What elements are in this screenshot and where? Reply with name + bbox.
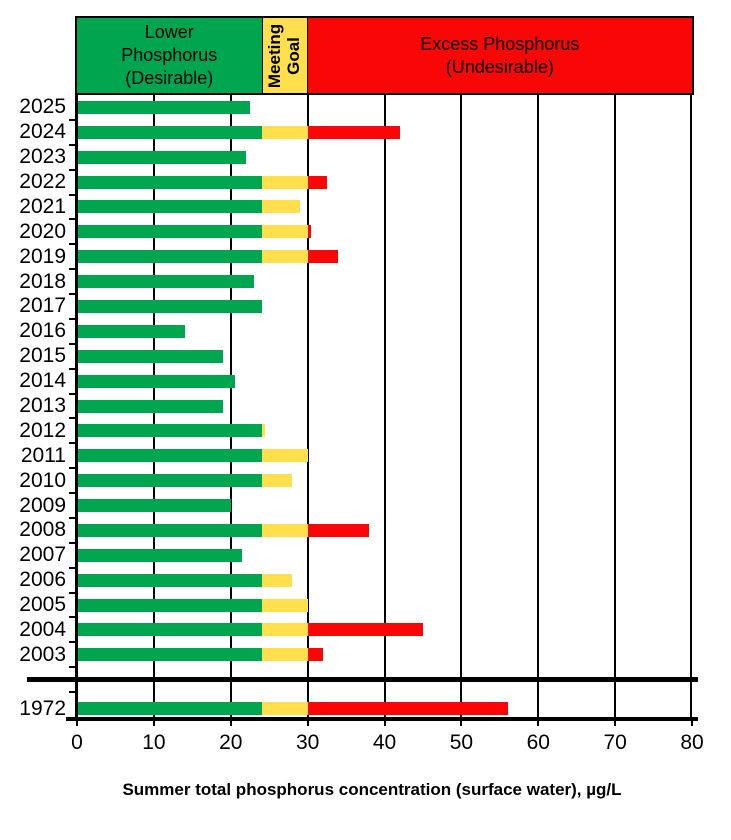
- bar-segment-goal: [262, 599, 308, 612]
- bar-row: [77, 524, 692, 537]
- x-tick-label: 80: [680, 731, 704, 754]
- year-label: 2010: [19, 468, 66, 492]
- bar-segment-desirable: [77, 325, 185, 338]
- bar-row: [77, 151, 692, 164]
- zone-goal-line2: Goal: [284, 36, 304, 75]
- plot-area: [77, 95, 692, 717]
- year-label: 2004: [19, 617, 66, 641]
- zone-goal-line1: Meeting: [265, 23, 285, 88]
- zone-lower-line1: Lower: [144, 22, 194, 42]
- chart-header-band: [75, 16, 694, 95]
- year-label: 2017: [19, 294, 66, 318]
- bar-segment-desirable: [77, 524, 262, 537]
- bar-row: [77, 623, 692, 636]
- x-axis-tick: [230, 721, 232, 726]
- zone-goal: [262, 18, 308, 93]
- bar-row: [77, 474, 692, 487]
- year-label: 2023: [19, 145, 66, 169]
- bar-segment-desirable: [77, 126, 262, 139]
- bar-row: [77, 200, 692, 213]
- year-label: 2025: [19, 95, 66, 119]
- bar-segment-goal: [262, 474, 293, 487]
- x-axis-tick: [537, 721, 539, 726]
- year-label: 2012: [19, 418, 66, 442]
- bar-row: [77, 325, 692, 338]
- x-tick-label: 60: [526, 731, 550, 754]
- year-label: 2021: [19, 194, 66, 218]
- zone-goal-label: [266, 23, 304, 87]
- x-axis-tick: [460, 721, 462, 726]
- bar-segment-desirable: [77, 474, 262, 487]
- bar-row: [77, 574, 692, 587]
- bar-segment-goal: [262, 200, 300, 213]
- year-label: 2024: [19, 120, 66, 144]
- year-label: 2011: [20, 443, 66, 467]
- x-tick-label: 50: [449, 731, 474, 754]
- bar-segment-desirable: [77, 400, 223, 413]
- zone-excess: [308, 18, 692, 93]
- zone-lower-line2: Phosphorus: [121, 45, 218, 65]
- bar-segment-desirable: [77, 375, 235, 388]
- year-label: 2003: [19, 642, 66, 666]
- x-axis-tick: [153, 721, 155, 726]
- zone-excess-line1: Excess Phosphorus: [420, 33, 580, 54]
- bar-segment-desirable: [77, 702, 262, 715]
- bar-segment-desirable: [77, 648, 262, 661]
- x-axis-tick: [384, 721, 386, 726]
- zone-excess-line2: (Undesirable): [445, 56, 554, 77]
- x-axis-line: [66, 717, 698, 721]
- x-tick-label: 30: [295, 731, 320, 754]
- x-tick-label: 20: [219, 731, 243, 754]
- x-tick-label: 40: [372, 731, 397, 754]
- bar-segment-desirable: [77, 549, 242, 562]
- bar-row: [77, 225, 692, 238]
- bar-segment-excess: [308, 250, 339, 263]
- bar-segment-goal: [262, 176, 308, 189]
- y-axis-line: [75, 95, 78, 717]
- bar-segment-desirable: [77, 151, 246, 164]
- x-tick-label: 0: [71, 731, 83, 754]
- x-axis-tick: [614, 721, 616, 726]
- x-tick-label: 70: [603, 731, 627, 754]
- bar-segment-goal: [262, 424, 266, 437]
- year-label: 2019: [19, 244, 66, 268]
- bar-segment-desirable: [77, 424, 262, 437]
- year-label: 2008: [19, 518, 66, 542]
- bar-row: [77, 300, 692, 313]
- zone-excess-label: [420, 33, 579, 79]
- bar-segment-desirable: [77, 350, 223, 363]
- bar-segment-desirable: [77, 599, 262, 612]
- bar-row: [77, 350, 692, 363]
- year-label: 1972: [19, 696, 66, 720]
- bar-segment-excess: [308, 524, 370, 537]
- bar-row: [77, 449, 692, 462]
- bar-segment-desirable: [77, 225, 262, 238]
- year-label: 2014: [19, 369, 66, 393]
- bar-row: [77, 599, 692, 612]
- year-label: 2016: [19, 319, 66, 343]
- year-label: 2015: [19, 344, 66, 368]
- bar-segment-goal: [262, 623, 308, 636]
- bar-row: [77, 375, 692, 388]
- bar-segment-desirable: [77, 200, 262, 213]
- bar-segment-excess: [308, 623, 423, 636]
- year-label: 2006: [19, 568, 66, 592]
- bar-segment-excess: [308, 702, 508, 715]
- year-label: 2013: [19, 394, 66, 417]
- bar-segment-goal: [262, 524, 308, 537]
- bar-row: [77, 648, 692, 661]
- bar-segment-desirable: [77, 176, 262, 189]
- zone-lower-label: [121, 21, 217, 90]
- x-tick-label: 10: [142, 731, 166, 754]
- year-label: 2009: [19, 493, 66, 517]
- bar-segment-goal: [262, 250, 308, 263]
- bar-segment-excess: [308, 225, 312, 238]
- bar-row: [77, 549, 692, 562]
- year-label: 2018: [19, 269, 66, 293]
- separator-line: [27, 677, 698, 682]
- x-axis-tick: [307, 721, 309, 726]
- year-label: 2005: [19, 593, 66, 617]
- year-label: 2007: [19, 543, 66, 567]
- bar-segment-desirable: [77, 499, 231, 512]
- bar-segment-excess: [308, 176, 327, 189]
- bar-row: [77, 400, 692, 413]
- x-axis-tick: [691, 721, 693, 726]
- bar-segment-goal: [262, 449, 308, 462]
- bar-segment-excess: [308, 126, 400, 139]
- zone-lower-line3: (Desirable): [125, 68, 214, 88]
- zone-lower: [77, 18, 262, 93]
- bar-row: [77, 101, 692, 114]
- bar-segment-desirable: [77, 574, 262, 587]
- bar-row: [77, 176, 692, 189]
- bar-row: [77, 499, 692, 512]
- x-axis-title: Summer total phosphorus concentration (surface water), µg/L: [122, 780, 622, 799]
- bar-segment-desirable: [77, 250, 262, 263]
- bar-segment-desirable: [77, 300, 262, 313]
- bar-row: [77, 250, 692, 263]
- bar-segment-goal: [262, 648, 308, 661]
- bar-row: [77, 424, 692, 437]
- bar-segment-desirable: [77, 623, 262, 636]
- bar-segment-desirable: [77, 101, 250, 114]
- bar-row: [77, 702, 692, 715]
- year-label: 2022: [19, 170, 66, 194]
- bar-segment-goal: [262, 574, 293, 587]
- year-label: 2020: [19, 219, 66, 243]
- bar-segment-desirable: [77, 275, 254, 288]
- bar-row: [77, 275, 692, 288]
- bar-row: [77, 126, 692, 139]
- bar-segment-goal: [262, 702, 308, 715]
- bar-segment-goal: [262, 126, 308, 139]
- bar-segment-goal: [262, 225, 308, 238]
- bar-segment-excess: [308, 648, 323, 661]
- x-axis-tick: [76, 721, 78, 726]
- bar-segment-desirable: [77, 449, 262, 462]
